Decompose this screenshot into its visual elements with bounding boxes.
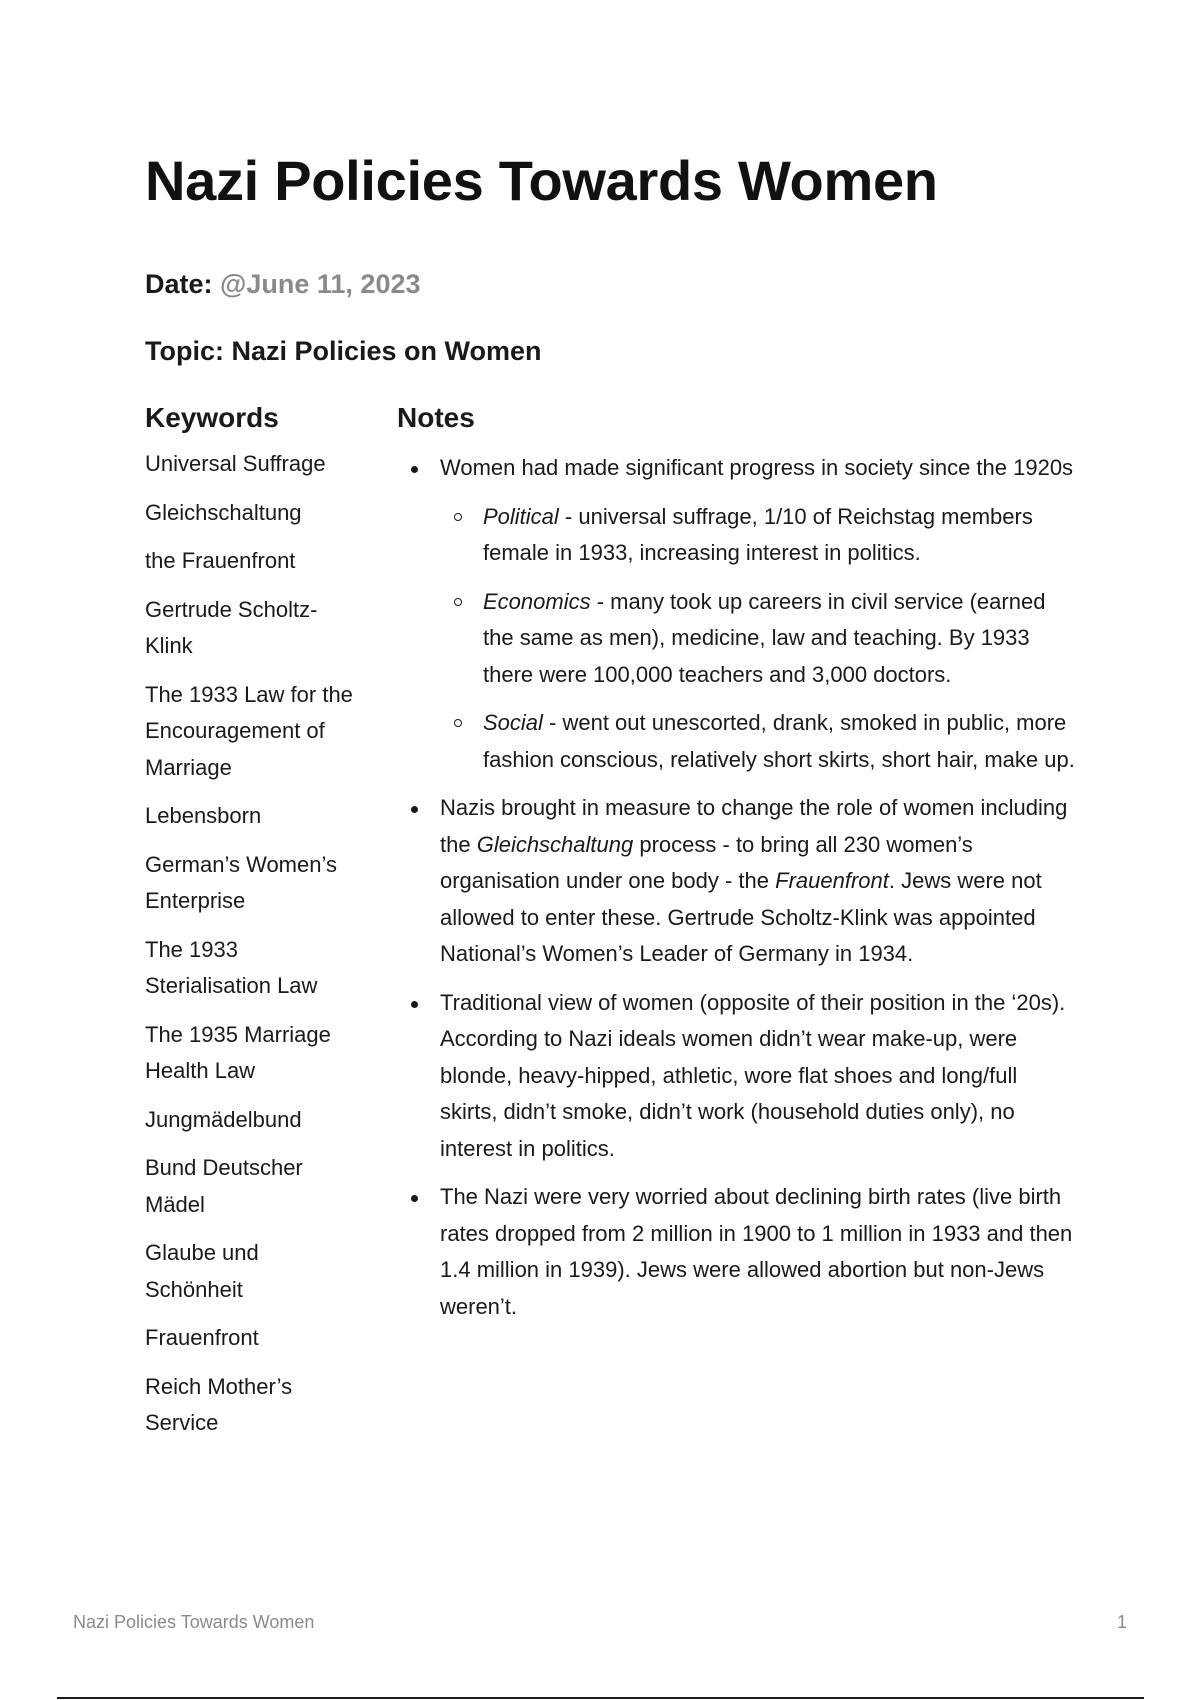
note-subbullet-social [440,705,1077,778]
notes-heading: Notes [397,402,475,433]
note-sub-label: Economics [483,588,591,614]
note-sub-text: - universal suffrage, 1/10 of Reichstag members female in 1933, increasing interest in politics. [483,503,1033,565]
keyword-item: Lebensborn [145,803,262,828]
note-sub-text: - many took up careers in civil service (earned the same as men), medicine, law and teaching. By 1933 there were 100,000 teachers and 3,000 doctors. [483,588,1046,687]
keyword-item: the Frauenfront [145,548,296,573]
note-emphasis: Gleichschaltung [476,831,634,857]
page-title: Nazi Policies Towards Women [145,149,938,212]
note-text: The Nazi were very worried about declining birth rates (live birth rates dropped from 2 million in 1900 to 1 million in 1933 and then 1.4 million in 1939). Jews were allowed abortion but non-Jews weren’t. [440,1184,1073,1319]
note-sub-text: - went out unescorted, drank, smoked in public, more fashion conscious, relatively short skirts, short hair, make up. [483,710,1075,772]
keyword-item: Gertrude Scholtz-Klink [145,596,318,658]
note-sub-label: Social [483,710,543,735]
keyword-item: Glaube und Schönheit [145,1240,259,1302]
note-bullet-gleichschaltung [397,790,1077,973]
note-bullet-birth-rates [397,1179,1077,1325]
footer-title: Nazi Policies Towards Women [73,1612,315,1632]
keywords-heading: Keywords [145,402,279,433]
note-subbullet-economics [440,584,1077,694]
keyword-item: Jungmädelbund [145,1106,302,1132]
keywords-list [145,446,360,1454]
date-property [145,266,421,302]
note-text: Traditional view of women (opposite of their position in the ‘20s). According to Nazi ideals women didn’t wear make-up, were blonde, heavy-hipped, athletic, wore flat shoes and long/full skirts, didn’t smoke, didn’t work (household duties only), no interest in politics. [440,989,1066,1161]
note-emphasis: Frauenfront [775,868,889,893]
keyword-item: The 1933 Law for the Encouragement of Marriage [145,681,353,780]
keyword-item: The 1935 Marriage Health Law [145,1021,331,1083]
date-label: Date: [145,269,213,299]
note-text: . Jews were not allowed to enter these. Gertrude Scholtz-Klink was appointed National’s Women’s Leader of Germany in 1934. [440,868,1042,966]
page-bottom-rule [57,1697,1144,1699]
date-value[interactable]: @June 11, 2023 [220,269,421,299]
note-bullet-progress [397,450,1077,778]
keyword-item: Bund Deutscher Mädel [145,1155,303,1217]
keyword-item: Gleichschaltung [145,499,302,525]
note-bullet-traditional-view [397,985,1077,1168]
note-text: Women had made significant progress in society since the 1920s [440,455,1074,480]
keyword-item: Frauenfront [145,1325,259,1350]
notes-section [397,450,1077,1337]
page-number: 1 [1116,1612,1127,1632]
topic-heading: Topic: Nazi Policies on Women [145,336,542,366]
note-sublist [440,499,1077,779]
keyword-item: Reich Mother’s Service [145,1373,293,1435]
keyword-item: The 1933 Sterialisation Law [145,936,318,998]
keyword-item: German’s Women’s Enterprise [145,851,337,913]
note-text: process - to bring all 230 women’s organisation under one body - the [440,831,973,893]
note-text: Nazis brought in measure to change the role of women including the [440,795,1068,857]
note-subbullet-political [440,499,1077,572]
note-sub-label: Political [483,503,559,529]
notes-list [397,450,1077,1325]
keyword-item: Universal Suffrage [145,451,326,476]
